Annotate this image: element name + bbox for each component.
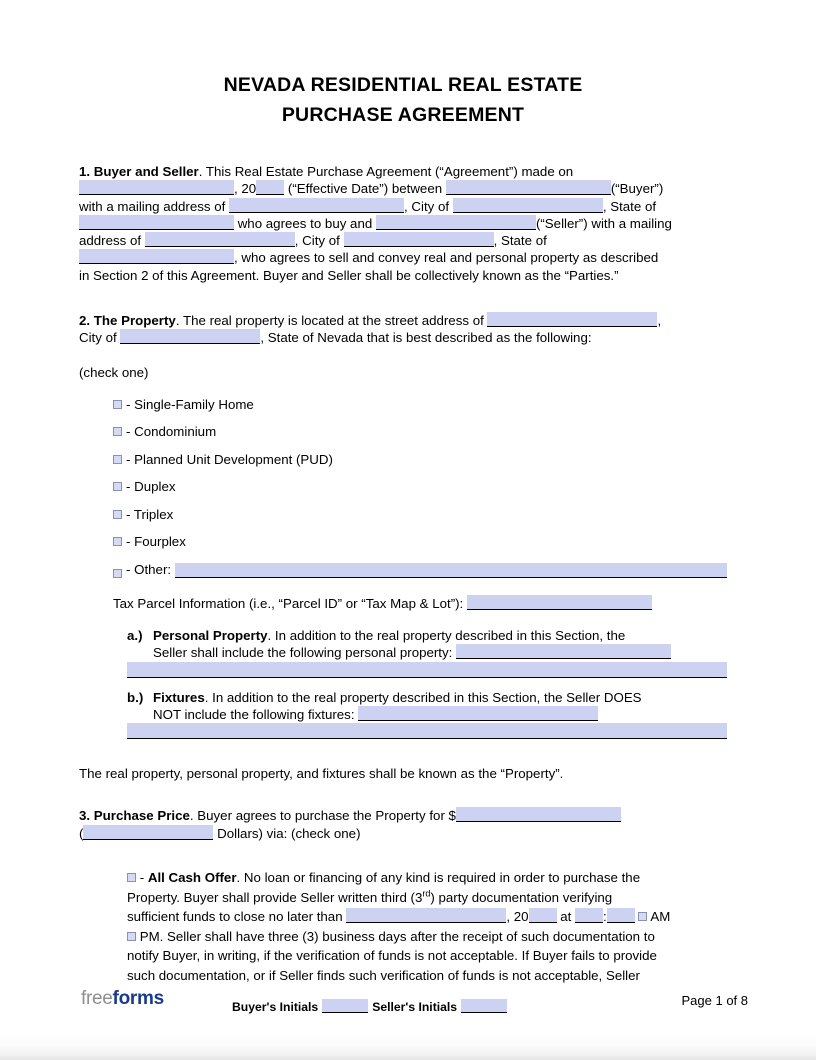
property-type-option-triplex[interactable] (113, 506, 727, 523)
check-one-label-property: (check one) (79, 364, 149, 380)
subsection-b-text-1: . In addition to the real property described in this Section, the Seller DOES (204, 689, 642, 705)
section-1-text-6: , City of (404, 198, 450, 214)
checkbox-icon[interactable] (113, 482, 122, 491)
checkbox-icon[interactable] (113, 400, 122, 409)
section-1-text-12: , State of (493, 233, 547, 249)
subsection-a-text-1: . In addition to the real property described in this Section, the (267, 627, 626, 643)
section-2-text-3: City of (79, 330, 117, 346)
sellers-initials-field[interactable] (461, 999, 507, 1013)
checkbox-icon[interactable] (113, 427, 122, 436)
section-3-text-2: ( (79, 825, 84, 841)
checkbox-icon[interactable] (127, 932, 136, 941)
cash-verification-hour-field[interactable] (575, 908, 603, 923)
section-1-text-10: address of (79, 233, 142, 249)
purchase-price-numeric-field[interactable] (456, 807, 621, 822)
purchase-price-words-field[interactable] (83, 825, 213, 840)
buyers-initials-field[interactable] (322, 999, 368, 1013)
section-1-text-3: (“Effective Date”) between (287, 181, 443, 197)
property-definition-text: The real property, personal property, and fixtures shall be known as the “Property”. (79, 766, 564, 782)
section-1-text-1: . This Real Estate Purchase Agreement (“Agreement”) made on (198, 164, 574, 179)
fixtures-field-line2[interactable] (127, 723, 727, 739)
subsection-a-text-2: Seller shall include the following personal property: (153, 645, 453, 661)
section-1-text-14: in Section 2 of this Agreement. Buyer and Seller shall be collectively known as the “Parties.” (79, 267, 619, 283)
cash-verification-minute-field[interactable] (607, 908, 635, 923)
cash-verification-year-field[interactable] (529, 908, 557, 923)
section-3-text-1: . Buyer agrees to purchase the Property for $ (189, 808, 456, 824)
all-cash-offer-am-label: AM (650, 909, 671, 925)
section-1-text-11: , City of (294, 233, 340, 249)
all-cash-offer-text-2: Property. Buyer shall provide Seller written third (3 (127, 889, 423, 905)
buyer-mailing-address-field[interactable] (229, 198, 404, 213)
all-cash-offer-text-9: PM. Seller shall have three (3) business days after the receipt of such documentation to (139, 928, 655, 944)
section-1-text-7: , State of (602, 198, 657, 214)
property-type-option-fourplex[interactable] (113, 533, 727, 550)
property-type-option-condominium[interactable] (113, 423, 727, 440)
subsection-b-marker: b.) (127, 689, 144, 705)
cash-verification-date-field[interactable] (346, 908, 506, 923)
all-cash-offer-text-5: , 20 (506, 909, 529, 925)
option-label: - Fourplex (126, 534, 186, 550)
property-type-option-other[interactable] (113, 561, 727, 578)
title-line-1: NEVADA RESIDENTIAL REAL ESTATE (223, 74, 583, 96)
effective-date-field[interactable] (79, 180, 234, 195)
subsection-a-marker: a.) (127, 627, 143, 643)
initials-row (232, 999, 511, 1014)
section-3-text-3: Dollars) via: (check one) (217, 825, 361, 841)
freeforms-logo (81, 988, 164, 1010)
logo-text-forms: forms (112, 988, 164, 1009)
section-3-heading: 3. Purchase Price (79, 808, 190, 824)
buyers-initials-label: Buyer's Initials (232, 1000, 319, 1014)
page-content (79, 0, 727, 985)
buyer-state-field[interactable] (79, 215, 234, 230)
property-type-option-single-family[interactable] (113, 396, 727, 413)
all-cash-offer-text-6: at (560, 909, 572, 925)
buyer-city-field[interactable] (453, 198, 603, 213)
option-label: - Condominium (126, 424, 217, 440)
all-cash-offer-text-10: notify Buyer, in writing, if the verification of funds is not acceptable. If Buyer fails to provide (127, 948, 657, 964)
effective-year-field[interactable] (256, 180, 284, 195)
all-cash-offer-ordinal-suffix: rd (422, 888, 431, 899)
section-1-buyer-and-seller (79, 163, 727, 284)
section-3-purchase-price (79, 807, 727, 842)
checkbox-icon[interactable] (113, 537, 122, 546)
page-title (79, 70, 727, 130)
option-label: - Triplex (126, 506, 174, 522)
subsection-b-text-2: NOT include the following fixtures: (153, 706, 355, 722)
seller-mailing-address-field[interactable] (145, 232, 295, 247)
tax-parcel-field[interactable] (467, 595, 652, 610)
fixtures-field-line1[interactable] (358, 706, 598, 721)
section-2-text-2: , (657, 313, 662, 329)
section-1-text-9: (“Seller”) with a mailing (535, 215, 672, 231)
seller-city-field[interactable] (344, 232, 494, 247)
seller-name-field[interactable] (376, 215, 536, 230)
page-number: Page 1 of 8 (681, 993, 748, 1008)
section-2-heading: 2. The Property (79, 313, 176, 329)
section-2-text-1: . The real property is located at the street address of (175, 313, 484, 329)
property-street-address-field[interactable] (487, 312, 657, 327)
personal-property-field-line1[interactable] (456, 644, 671, 659)
all-cash-offer-option[interactable] (79, 868, 727, 985)
page-footer (0, 988, 816, 1022)
property-type-option-pud[interactable] (113, 451, 727, 468)
section-1-heading: 1. Buyer and Seller (79, 164, 199, 179)
section-1-text-8: who agrees to buy and (237, 215, 373, 231)
page-bottom-edge (0, 1034, 816, 1060)
subsection-a-personal-property (79, 627, 727, 678)
buyer-name-field[interactable] (446, 180, 611, 195)
personal-property-field-line2[interactable] (127, 662, 727, 678)
subsection-a-heading: Personal Property (153, 627, 268, 643)
section-2-the-property (79, 312, 727, 347)
all-cash-offer-text-1: . No loan or financing of any kind is required in order to purchase the (236, 870, 641, 886)
all-cash-offer-heading: All Cash Offer (147, 870, 237, 886)
title-line-2: PURCHASE AGREEMENT (281, 104, 525, 126)
subsection-b-fixtures (79, 689, 727, 740)
option-label: - Single-Family Home (126, 396, 254, 412)
all-cash-offer-text-4: sufficient funds to close no later than (127, 909, 343, 925)
seller-state-field[interactable] (79, 249, 234, 264)
all-cash-offer-text-7: : (603, 909, 607, 925)
option-label: - Planned Unit Development (PUD) (126, 451, 333, 467)
section-1-text-5: with a mailing address of (79, 198, 226, 214)
section-1-text-2: , 20 (234, 181, 257, 197)
sellers-initials-label: Seller's Initials (372, 1000, 458, 1014)
property-type-option-duplex[interactable] (113, 478, 727, 495)
all-cash-offer-text-3: ) party documentation verifying (430, 889, 613, 905)
all-cash-offer-dash: - (139, 870, 145, 886)
checkbox-icon[interactable] (127, 873, 136, 882)
checkbox-icon[interactable] (638, 912, 647, 921)
checkbox-icon[interactable] (113, 569, 122, 578)
property-city-field[interactable] (120, 329, 260, 344)
property-type-options (79, 396, 727, 578)
property-type-other-field[interactable] (175, 563, 727, 578)
section-1-text-13: , who agrees to sell and convey real and personal property as described (234, 250, 659, 266)
checkbox-icon[interactable] (113, 455, 122, 464)
tax-parcel-row (79, 595, 727, 612)
all-cash-offer-text-11: such documentation, or if Seller finds such verification of funds is not acceptable, Seller (127, 967, 640, 983)
checkbox-icon[interactable] (113, 510, 122, 519)
logo-text-free: free (81, 988, 113, 1009)
section-2-text-4: , State of Nevada that is best described as the following: (260, 330, 592, 346)
subsection-b-heading: Fixtures (153, 689, 205, 705)
tax-parcel-label: Tax Parcel Information (i.e., “Parcel ID” or “Tax Map & Lot”): (113, 595, 464, 611)
section-1-text-4: (“Buyer”) (610, 181, 664, 197)
option-label: - Other: (126, 561, 172, 577)
option-label: - Duplex (126, 479, 176, 495)
